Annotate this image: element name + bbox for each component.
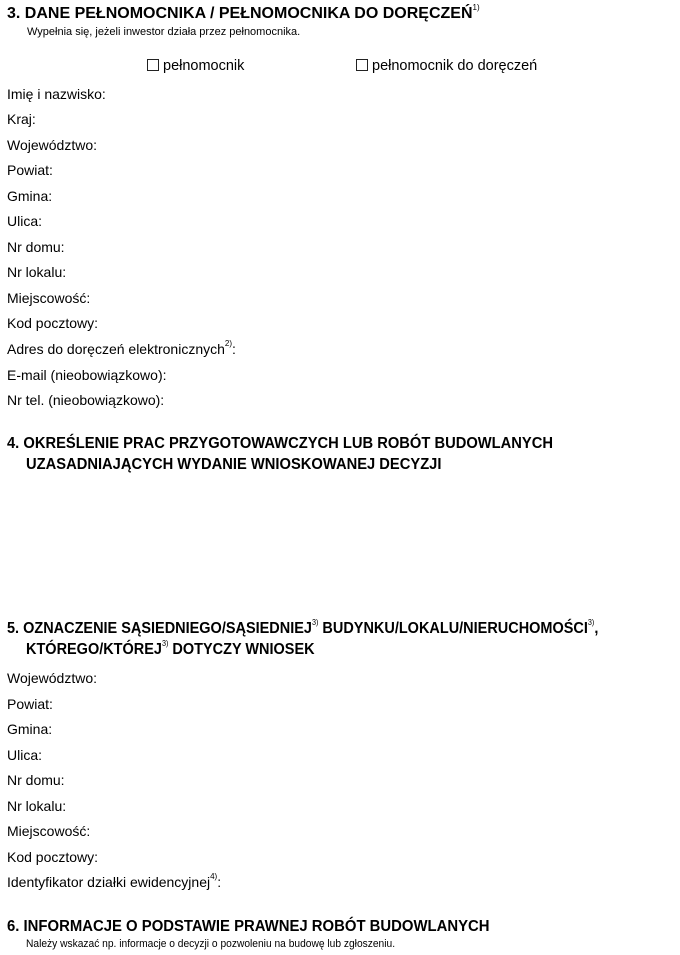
heading-text: 5. OZNACZENIE SĄSIEDNIEGO/SĄSIEDNIEJ	[7, 620, 312, 637]
field-kod-pocztowy: Kod pocztowy:	[7, 849, 99, 865]
checkbox-label: pełnomocnik	[163, 58, 245, 74]
heading-text: ,	[594, 620, 599, 637]
field-nr-domu: Nr domu:	[7, 239, 65, 255]
checkbox-icon[interactable]	[356, 59, 368, 71]
footnote-marker: 3)	[311, 618, 319, 627]
field-wojewodztwo: Województwo:	[7, 670, 98, 686]
footnote-marker: 2)	[224, 339, 233, 348]
field-kraj: Kraj:	[7, 111, 36, 127]
section-4-heading-line2: UZASADNIAJĄCYCH WYDANIE WNIOSKOWANEJ DECYZJI	[26, 456, 442, 473]
section-3-note: Wypełnia się, jeżeli inwestor działa przez pełnomocnika.	[27, 26, 301, 38]
field-powiat: Powiat:	[7, 696, 53, 712]
section-5-heading-line2	[26, 641, 315, 659]
heading-text: KTÓREGO/KTÓREJ	[26, 641, 162, 658]
heading-text: DOTYCZY WNIOSEK	[168, 641, 315, 658]
footnote-marker: 3)	[161, 639, 169, 648]
footnote-marker: 1)	[472, 3, 480, 12]
heading-text: BUDYNKU/LOKALU/NIERUCHOMOŚCI	[318, 620, 588, 637]
field-kod-pocztowy: Kod pocztowy:	[7, 315, 99, 331]
field-nr-domu: Nr domu:	[7, 772, 65, 788]
footnote-marker: 3)	[587, 618, 595, 627]
field-label-suffix: :	[232, 341, 236, 357]
field-gmina: Gmina:	[7, 188, 53, 204]
field-label: Identyfikator działki ewidencyjnej	[7, 874, 211, 890]
footnote-marker: 4)	[210, 872, 218, 881]
field-powiat: Powiat:	[7, 162, 53, 178]
field-adres-do-doreczen-elektronicznych	[7, 341, 236, 357]
section-3-title: 3. DANE PEŁNOMOCNIKA / PEŁNOMOCNIKA DO DORĘCZEŃ	[7, 5, 473, 22]
field-ulica: Ulica:	[7, 747, 43, 763]
checkbox-pelnomocnik-do-doreczen[interactable]	[356, 58, 537, 74]
field-label-suffix: :	[217, 874, 222, 890]
field-label: Adres do doręczeń elektronicznych	[7, 341, 225, 357]
section-5-heading-line1	[7, 620, 598, 638]
field-nr-lokalu: Nr lokalu:	[7, 264, 67, 280]
field-wojewodztwo: Województwo:	[7, 137, 98, 153]
section-6-heading: 6. INFORMACJE O PODSTAWIE PRAWNEJ ROBÓT BUDOWLANYCH	[7, 918, 490, 935]
field-nr-lokalu: Nr lokalu:	[7, 798, 67, 814]
checkbox-icon[interactable]	[147, 59, 159, 71]
field-miejscowosc: Miejscowość:	[7, 823, 91, 839]
field-miejscowosc: Miejscowość:	[7, 290, 91, 306]
checkbox-label: pełnomocnik do doręczeń	[372, 58, 538, 74]
field-email: E-mail (nieobowiązkowo):	[7, 367, 167, 383]
field-ulica: Ulica:	[7, 213, 43, 229]
section-3-heading	[7, 5, 480, 23]
section-6-note: Należy wskazać np. informacje o decyzji o pozwoleniu na budowę lub zgłoszeniu.	[26, 938, 396, 950]
field-nr-tel: Nr tel. (nieobowiązkowo):	[7, 392, 165, 408]
checkbox-pelnomocnik[interactable]	[147, 58, 244, 74]
section-4-heading-line1: 4. OKREŚLENIE PRAC PRZYGOTOWAWCZYCH LUB ROBÓT BUDOWLANYCH	[7, 435, 554, 452]
field-imie-i-nazwisko: Imię i nazwisko:	[7, 86, 106, 102]
field-gmina: Gmina:	[7, 721, 53, 737]
field-identyfikator-dzialki	[7, 874, 221, 890]
